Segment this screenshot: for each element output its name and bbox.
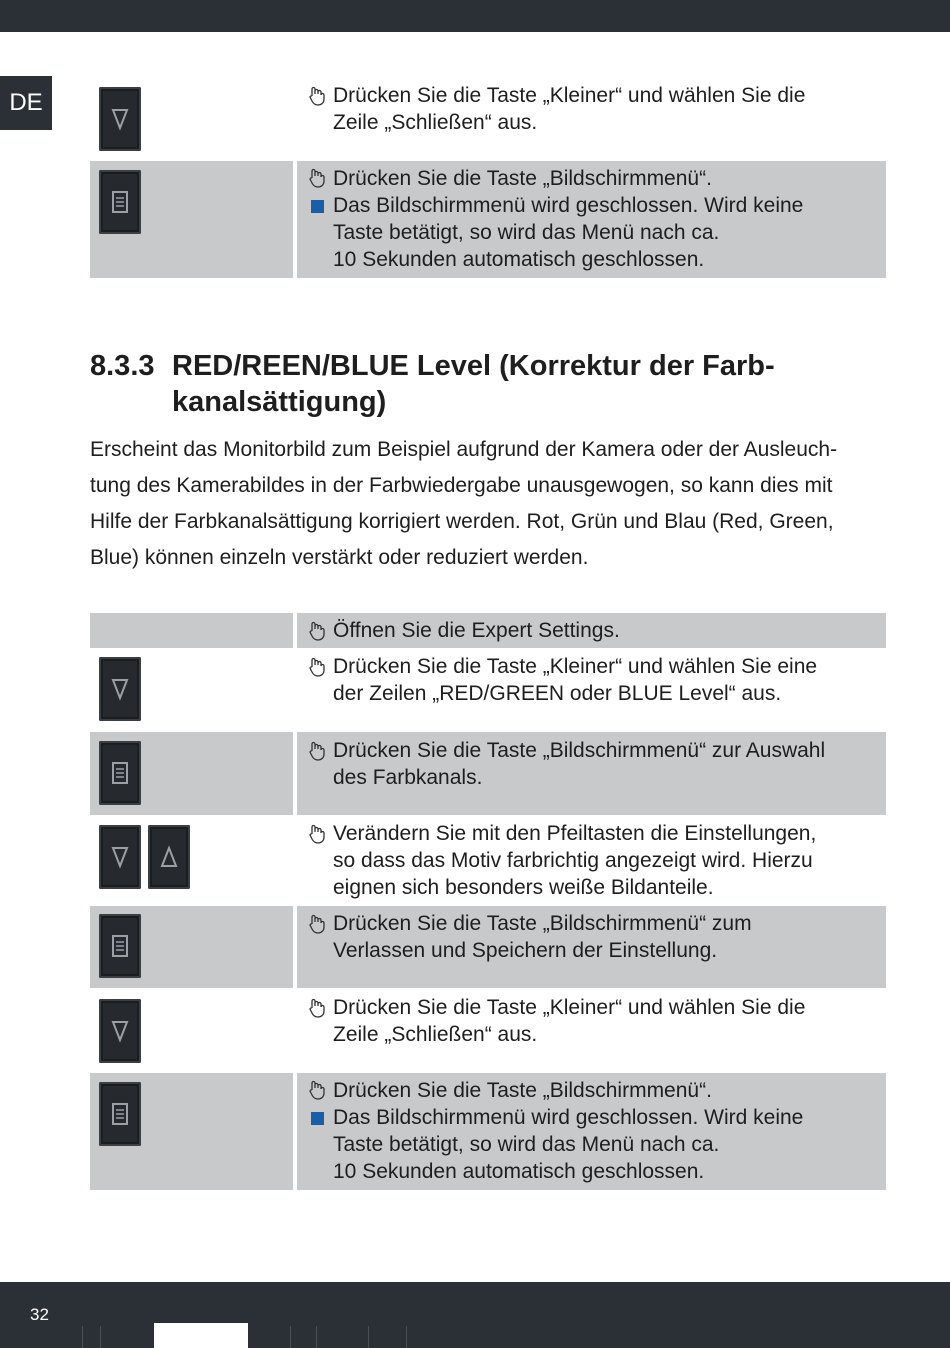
step-icon-cell bbox=[90, 1073, 293, 1190]
footer-tick bbox=[290, 1326, 291, 1348]
step-text: eignen sich besonders weiße Bildanteile. bbox=[333, 876, 714, 899]
step-icon-cell bbox=[90, 613, 293, 648]
step-text: Zeile „Schließen“ aus. bbox=[333, 111, 538, 134]
step-text: so dass das Motiv farbrichtig angezeigt wird. Hierzu bbox=[333, 849, 813, 872]
section-paragraph bbox=[90, 432, 890, 576]
footer-bar bbox=[0, 1282, 950, 1348]
arrow-down-button-icon bbox=[99, 657, 141, 721]
step-text: Verlassen und Speichern der Einstellung. bbox=[333, 939, 718, 962]
top-bar bbox=[0, 0, 950, 32]
step-icon-cell bbox=[90, 906, 293, 988]
step-row bbox=[90, 906, 886, 988]
step-text: des Farbkanals. bbox=[333, 766, 483, 789]
hand-pointer-icon bbox=[308, 824, 326, 844]
step-text-cell bbox=[297, 161, 886, 278]
step-text: Verändern Sie mit den Pfeiltasten die Einstellungen, bbox=[333, 822, 817, 845]
section-title-line2: kanalsättigung) bbox=[172, 386, 387, 418]
hand-pointer-icon bbox=[308, 741, 326, 761]
section-title-line1: RED/REEN/BLUE Level (Korrektur der Farb- bbox=[172, 350, 775, 382]
step-row bbox=[90, 613, 886, 726]
hand-pointer-icon bbox=[308, 657, 326, 677]
hand-pointer-icon bbox=[308, 168, 326, 188]
step-row bbox=[90, 816, 886, 904]
footer-white-block bbox=[154, 1323, 248, 1348]
result-text: Das Bildschirmmenü wird geschlossen. Wird keine bbox=[333, 194, 804, 217]
step-text-cell bbox=[297, 613, 886, 726]
step-row bbox=[90, 82, 886, 156]
paragraph-line: Blue) können einzeln verstärkt oder reduziert werden. bbox=[90, 546, 589, 569]
language-tab: DE bbox=[0, 76, 52, 130]
blue-square-icon bbox=[311, 1112, 324, 1125]
result-text: 10 Sekunden automatisch geschlossen. bbox=[333, 1160, 705, 1183]
menu-button-icon bbox=[99, 914, 141, 978]
section-number: 8.3.3 bbox=[90, 350, 155, 382]
step-text-cell bbox=[297, 732, 886, 815]
menu-button-icon bbox=[99, 1082, 141, 1146]
step-text: Drücken Sie die Taste „Kleiner“ und wählen Sie eine bbox=[333, 655, 818, 678]
paragraph-line: Hilfe der Farbkanalsättigung korrigiert werden. Rot, Grün und Blau (Red, Green, bbox=[90, 510, 834, 533]
step-text: Drücken Sie die Taste „Bildschirmmenü“ zum bbox=[333, 912, 752, 935]
step-icon-cell bbox=[90, 82, 293, 156]
step-row bbox=[90, 1073, 886, 1190]
menu-button-icon bbox=[99, 170, 141, 234]
step-row bbox=[90, 990, 886, 1068]
footer-tick bbox=[100, 1326, 101, 1348]
step-text: Drücken Sie die Taste „Kleiner“ und wählen Sie die bbox=[333, 84, 806, 107]
result-text: Taste betätigt, so wird das Menü nach ca. bbox=[333, 221, 720, 244]
step-icon-cell bbox=[90, 161, 293, 278]
step-text: Drücken Sie die Taste „Bildschirmmenü“ zur Auswahl bbox=[333, 739, 826, 762]
menu-button-icon bbox=[99, 741, 141, 805]
result-text: 10 Sekunden automatisch geschlossen. bbox=[333, 248, 705, 271]
paragraph-line: Erscheint das Monitorbild zum Beispiel aufgrund der Kamera oder der Ausleuch- bbox=[90, 438, 838, 461]
hand-pointer-icon bbox=[308, 998, 326, 1018]
page-number: 32 bbox=[30, 1305, 49, 1324]
arrow-up-button-icon bbox=[148, 825, 190, 889]
hand-pointer-icon bbox=[308, 1080, 326, 1100]
arrow-down-button-icon bbox=[99, 87, 141, 151]
blue-square-icon bbox=[311, 200, 324, 213]
result-text: Das Bildschirmmenü wird geschlossen. Wird keine bbox=[333, 1106, 804, 1129]
step-text: Drücken Sie die Taste „Kleiner“ und wählen Sie die bbox=[333, 996, 806, 1019]
step-text-cell bbox=[297, 906, 886, 988]
step-text: Öffnen Sie die Expert Settings. bbox=[333, 619, 620, 642]
footer-tick bbox=[82, 1326, 83, 1348]
paragraph-line: tung des Kamerabildes in der Farbwiedergabe unausgewogen, so kann dies mit bbox=[90, 474, 833, 497]
result-text: Taste betätigt, so wird das Menü nach ca. bbox=[333, 1133, 720, 1156]
step-text: Drücken Sie die Taste „Bildschirmmenü“. bbox=[333, 1079, 712, 1102]
step-text: der Zeilen „RED/GREEN oder BLUE Level“ aus. bbox=[333, 682, 782, 705]
step-row bbox=[90, 732, 886, 815]
step-text: Drücken Sie die Taste „Bildschirmmenü“. bbox=[333, 167, 712, 190]
step-text: Zeile „Schließen“ aus. bbox=[333, 1023, 538, 1046]
footer-tick bbox=[368, 1326, 369, 1348]
step-text-cell bbox=[297, 1073, 886, 1190]
hand-pointer-icon bbox=[308, 914, 326, 934]
step-row bbox=[90, 161, 886, 278]
hand-pointer-icon bbox=[308, 86, 326, 106]
step-icon-cell bbox=[90, 732, 293, 815]
hand-pointer-icon bbox=[308, 621, 326, 641]
footer-tick bbox=[406, 1326, 407, 1348]
step-icon-cell bbox=[90, 990, 293, 1068]
step-text-cell bbox=[297, 82, 886, 156]
step-icon-cell bbox=[90, 816, 293, 904]
step-text-cell bbox=[297, 990, 886, 1068]
arrow-down-button-icon bbox=[99, 825, 141, 889]
footer-tick bbox=[316, 1326, 317, 1348]
arrow-down-button-icon bbox=[99, 999, 141, 1063]
step-text-cell bbox=[297, 816, 886, 904]
